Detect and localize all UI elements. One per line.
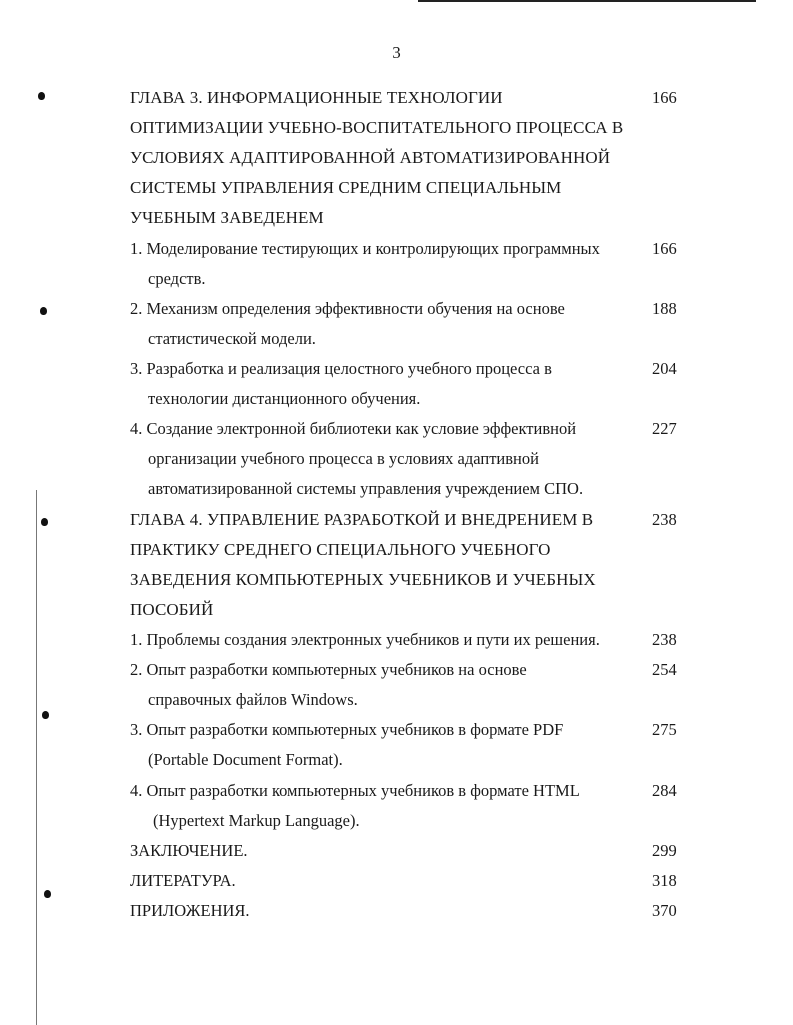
chapter-3-title-line-5: УЧЕБНЫМ ЗАВЕДЕНЕМ <box>130 208 324 227</box>
ch4-section-2-page: 254 <box>652 660 677 679</box>
chapter-3-page: 166 <box>652 88 677 107</box>
ch3-section-4-page: 227 <box>652 419 677 438</box>
ch4-section-3-page: 275 <box>652 720 677 739</box>
ch3-section-3-line-1: 3. Разработка и реализация целостного учебного процесса в <box>130 359 552 378</box>
scan-border-left <box>36 490 37 1025</box>
chapter-3-title-line-3: УСЛОВИЯХ АДАПТИРОВАННОЙ АВТОМАТИЗИРОВАННОЙ <box>130 148 611 167</box>
ch3-section-1-line-1: 1. Моделирование тестирующих и контролирующих программных <box>130 239 600 258</box>
scan-border-top <box>418 0 756 2</box>
conclusion-page: 299 <box>652 841 677 860</box>
chapter-4-title-line-4: ПОСОБИЙ <box>130 600 214 619</box>
binder-hole-mark <box>42 711 49 719</box>
ch3-section-1-page: 166 <box>652 239 677 258</box>
ch3-section-2-line-1: 2. Механизм определения эффективности обучения на основе <box>130 299 565 318</box>
appendices-page: 370 <box>652 901 677 920</box>
appendices-label: ПРИЛОЖЕНИЯ. <box>130 901 250 920</box>
conclusion-label: ЗАКЛЮЧЕНИЕ. <box>130 841 248 860</box>
ch4-section-1-page: 238 <box>652 630 677 649</box>
ch4-section-4-line-1: 4. Опыт разработки компьютерных учебников в формате HTML <box>130 781 580 800</box>
literature-label: ЛИТЕРАТУРА. <box>130 871 236 890</box>
binder-hole-mark <box>38 92 45 100</box>
chapter-4-title-line-1: ГЛАВА 4. УПРАВЛЕНИЕ РАЗРАБОТКОЙ И ВНЕДРЕНИЕМ В <box>130 510 594 529</box>
ch4-section-2-line-2: справочных файлов Windows. <box>148 690 358 709</box>
binder-hole-mark <box>41 518 48 526</box>
ch3-section-4-line-3: автоматизированной системы управления учреждением СПО. <box>148 479 584 498</box>
chapter-3-title-line-2: ОПТИМИЗАЦИИ УЧЕБНО-ВОСПИТАТЕЛЬНОГО ПРОЦЕССА В <box>130 118 624 137</box>
binder-hole-mark <box>40 307 47 315</box>
ch3-section-4-line-2: организации учебного процесса в условиях адаптивной <box>148 449 539 468</box>
ch3-section-4-line-1: 4. Создание электронной библиотеки как условие эффективной <box>130 419 577 438</box>
ch3-section-2-line-2: статистической модели. <box>148 329 316 348</box>
ch4-section-1-line-1: 1. Проблемы создания электронных учебников и пути их решения. <box>130 630 600 649</box>
chapter-4-title-line-3: ЗАВЕДЕНИЯ КОМПЬЮТЕРНЫХ УЧЕБНИКОВ И УЧЕБНЫХ <box>130 570 596 589</box>
page-number: 3 <box>392 43 401 62</box>
ch3-section-2-page: 188 <box>652 299 677 318</box>
ch4-section-4-line-2: (Hypertext Markup Language). <box>153 811 360 830</box>
ch3-section-3-line-2: технологии дистанционного обучения. <box>148 389 421 408</box>
ch4-section-3-line-1: 3. Опыт разработки компьютерных учебников в формате PDF <box>130 720 564 739</box>
ch3-section-3-page: 204 <box>652 359 677 378</box>
chapter-4-page: 238 <box>652 510 677 529</box>
binder-hole-mark <box>44 890 51 898</box>
ch3-section-1-line-2: средств. <box>148 269 206 288</box>
chapter-3-title-line-1: ГЛАВА 3. ИНФОРМАЦИОННЫЕ ТЕХНОЛОГИИ <box>130 88 503 107</box>
ch4-section-4-page: 284 <box>652 781 677 800</box>
chapter-3-title-line-4: СИСТЕМЫ УПРАВЛЕНИЯ СРЕДНИМ СПЕЦИАЛЬНЫМ <box>130 178 562 197</box>
literature-page: 318 <box>652 871 677 890</box>
ch4-section-3-line-2: (Portable Document Format). <box>148 750 343 769</box>
ch4-section-2-line-1: 2. Опыт разработки компьютерных учебников на основе <box>130 660 527 679</box>
chapter-4-title-line-2: ПРАКТИКУ СРЕДНЕГО СПЕЦИАЛЬНОГО УЧЕБНОГО <box>130 540 551 559</box>
